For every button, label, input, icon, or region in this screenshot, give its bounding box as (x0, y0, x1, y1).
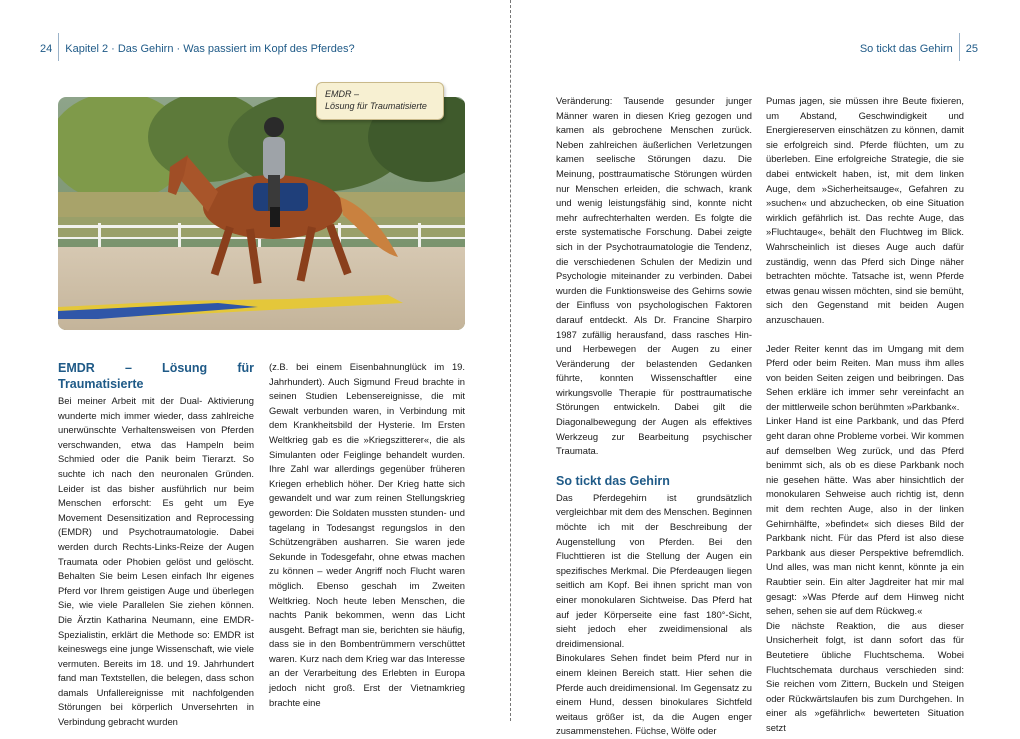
text-column-1 (58, 360, 254, 730)
photo-caption-callout (316, 82, 444, 120)
horse-rider-photo (58, 97, 465, 330)
paragraph: Jeder Reiter kennt das im Umgang mit dem Pferd oder beim Reiten. Man muss ihm alles von beiden Seiten zeigen und beibringen. Das Sehen erkläre ich immer sehr vereinfacht an der mittlerweile schon berühmten »Parkbank«. (766, 342, 964, 412)
paragraph: Bei meiner Arbeit mit der Dual- Aktivierung wunderte mich immer wieder, dass zahlreiche unerwünschte Verhaltensweisen von Pferden verschwanden, etwa das Hampeln beim Schmied oder die Panik beim Tierarzt. So suchte ich nach den neuronalen Gründen. Leider ist das bisher ausführlich nur beim Menschen erforscht: Es geht um Eye Movement Desensitization and Reprocessing (EMDR) und Psychotraumatologie. Dabei werden durch Rechts-Links-Reize der Augen Traumata oder Phobien gelöst und gelöscht. Behalten Sie beim Lesen einfach Ihr eigenes Pferd vor Ihrem geistigen Auge und überlegen Sie, wie viele Parallelen Sie ziehen können. Die Ärztin Katharina Neumann, eine EMDR-Spezialistin, erklärt die Methode so: EMDR ist keineswegs eine junge Wissenschaft, wie viele vermuten. Bereits im 18. und 19. Jahrhundert fand man Textstellen, die belegen, dass schon damals Unfallereignisse mit nachfolgenden Störungen bei körperlich Unversehrten in Verbindung gebracht wurden (58, 395, 254, 728)
callout-line-2: Lösung für Traumatisierte (325, 101, 427, 111)
section-heading-emdr: EMDR – Lösung für Traumatisierte (58, 361, 254, 391)
paragraph: Binokulares Sehen findet beim Pferd nur in einem kleinen Bereich statt. Hier sehen die Pferde auch dreidimensional. Im Gegensatz zu einem Hund, dessen binokulares Sichtfeld weitaus größer ist, da die Augen enger zusammenstehen. Füchse, Wölfe oder (556, 652, 752, 737)
spacer (766, 328, 964, 342)
page-gutter-divider (510, 0, 511, 721)
callout-line-1: EMDR – (325, 89, 360, 99)
right-running-header (860, 35, 978, 63)
text-column-2 (269, 360, 465, 710)
text-column-3 (556, 94, 752, 739)
header-divider (959, 33, 960, 61)
left-running-header (40, 35, 355, 63)
paragraph: Pumas jagen, sie müssen ihre Beute fixieren, um Abstand, Geschwindigkeit und Energiereserven einschätzen zu können, damit sie erfolgreich sind. Pferde flüchten, um zu überleben. Eine erfolgreiche Strategie, die sie dabei entwickelt haben, ist, mit dem linken Auge, dem »Sicherheitsauge«, Gefahren zu »suchen« und abzuchecken, ob eine Situation wirklich gefährlich ist. Das rechte Auge, das »Fluchtauge«, behält den Fluchtweg im Blick. Wahrscheinlich ist dieses Auge auch dafür zuständig, wenn das Pferd sich Dinge näher betrachten möchte. Tatsache ist, wenn Pferde etwas genau wissen möchten, sind sie bemüht, sich den Gegenstand mit beiden Augen anzuschauen. (766, 95, 964, 325)
running-head-left: Kapitel 2 · Das Gehirn · Was passiert im Kopf des Pferdes? (65, 42, 355, 55)
paragraph: Veränderung: Tausende gesunder junger Männer waren in diesen Krieg gezogen und kamen als gebrochene Menschen zurück. Neben zahlreichen äußerlichen Verletzungen kamen seelische Störungen dazu. Die Meinung, posttraumatische Störungen würden nur Menschen erleiden, die schwach, krank und wenig leistungsfähig sind, konnte nicht mehr aufrechterhalten werden. Es folgte die erste systematische Forschung. Dabei zeigte sich in der Psychotraumatologie die Tendenz, die verschiedenen Schulen der Medizin und Psychologie miteinander zu verbinden. Dabei wurden die Funktionsweise des Gehirns sowie der Einfluss von psychologischen Faktoren darauf entdeckt. Als Dr. Francine Sharpiro 1987 zufällig herausfand, dass rasches Hin- und Herbewegen der Augen zu einer Veränderung der belastenden Gedanken führte, konnten Wissenschaftler eine wirkungsvolle Therapie für posttraumatische Störungen entwickeln. Dabei gilt die Diagonalbewegung der Augen als effektives Werkzeug zur Bearbeitung psychischer Traumata. (556, 95, 752, 457)
section-heading-gehirn: So tickt das Gehirn (556, 473, 670, 488)
paragraph: (z.B. bei einem Eisenbahnunglück im 19. Jahrhundert). Auch Sigmund Freud brachte in seinen Studien Lebensereignisse, die mit Gewalt verbunden waren, in Verbindung mit dem Krankheitsbild der Hysterie. Im Ersten Weltkrieg gab es die »Kriegszitterer«, die als Simulanten oder Feiglinge behandelt wurden. Ihre Zahl war allerdings gegenüber früheren Kriegen erheblich höher. Der Krieg hatte sich gewandelt und war zum reinen Stellungskrieg geworden: Die Soldaten mussten stunden- und tagelang in Todesangst regungslos in den Schützengräben ausharren. Sie waren jede Sekunde in Todesgefahr, ohne etwas machen zu können – weder Angriff noch Flucht waren möglich. Ebenso geschah im Zweiten Weltkrieg. Noch heute leben Menschen, die nachts Panik bekommen, wenn das Licht ausgeht. Befragt man sie, berichten sie häufig, dass sie in den Bombentrümmern verschüttet waren. Kurz nach dem Krieg war das Interesse an der Verarbeitung des Erlebten in Europa jedoch nicht groß. Erst der Vietnamkrieg brachte eine (269, 361, 465, 708)
running-head-right: So tickt das Gehirn (859, 42, 953, 55)
text-column-4 (766, 94, 964, 736)
page-number-right: 25 (965, 42, 978, 55)
page-number-left: 24 (40, 42, 53, 55)
left-page (0, 0, 510, 728)
paragraph: Die nächste Reaktion, die aus dieser Unsicherheit folgt, ist dann sofort das für Beutetiere übliche Fluchtschema. Wobei Fluchtschemata durchaus verschieden sind: Sie reichen vom Zittern, Buckeln und Steigen oder Rückwärtslaufen bis zum Durchgehen. In einer als »gefährlich« bewerteten Situation setzt (766, 619, 964, 733)
spacer (556, 459, 752, 473)
paragraph: Das Pferdegehirn ist grundsätzlich vergleichbar mit dem des Menschen. Beginnen möchte ich mit der Beschreibung der Augenstellung von Pferden. Bei den Fluchttieren ist die Stellung der Augen ein spezifisches Merkmal. Die Pferdeaugen liegen seitlich am Kopf. Bei ihnen spricht man von einer monokularen Sichtweise. Das Pferd hat auf jeder Körperseite eine fast 180°-Sicht, sieht jedoch eher zweidimensional als dreidimensional. (556, 491, 752, 649)
header-divider (58, 33, 59, 61)
paragraph: Linker Hand ist eine Parkbank, und das Pferd geht daran ohne Probleme vorbei. Wir kommen auf demselben Weg zurück, und das Pferd benimmt sich, als ob es diese Parkbank noch nie gesehen hätte. Was aber hinsichtlich der monokularen Sehweise auch richtig ist, denn mit dem rechten Auge, also in der linken Gehirnhälfte, »befindet« sich dieses Bild der Parkbank nicht. Für das Pferd ist also diese Parkbank aus dieser Perspektive befremdlich. Und alles, was man nicht kennt, könnte ja ein Raubtier sein. Ein alter Jagdreiter hat mir mal gesagt: »Was Pferde auf dem Hinweg nicht sehen, sehen sie auf dem Rückweg.« (766, 415, 964, 617)
